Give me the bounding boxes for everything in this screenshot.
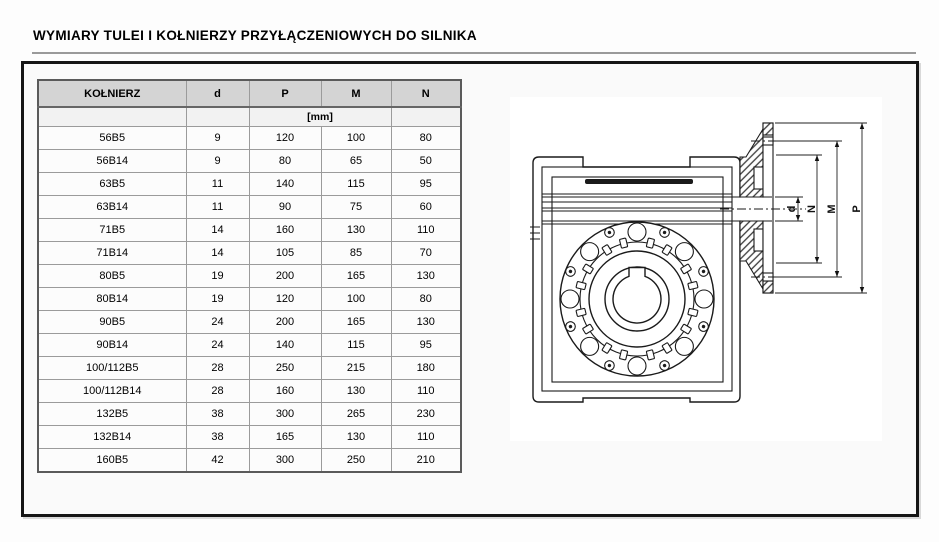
- cell-p: 105: [249, 242, 321, 265]
- cell-m: 65: [321, 150, 391, 173]
- table-row: [38, 357, 461, 380]
- cell-m: 250: [321, 449, 391, 473]
- table-row: [38, 265, 461, 288]
- output-flange-face: [560, 222, 714, 376]
- table-row: [38, 311, 461, 334]
- cell-m: 165: [321, 311, 391, 334]
- table-row: [38, 380, 461, 403]
- unit-cell-empty: [38, 107, 186, 127]
- cell-n: 60: [391, 196, 461, 219]
- table-row: [38, 150, 461, 173]
- cell-p: 160: [249, 219, 321, 242]
- table-row: [38, 334, 461, 357]
- table-unit-row: [38, 107, 461, 127]
- cell-p: 140: [249, 334, 321, 357]
- cell-kolnierz: 90B5: [38, 311, 186, 334]
- cell-p: 90: [249, 196, 321, 219]
- cell-p: 250: [249, 357, 321, 380]
- cell-p: 300: [249, 449, 321, 473]
- table-row: [38, 242, 461, 265]
- cell-d: 9: [186, 127, 249, 150]
- cell-kolnierz: 132B14: [38, 426, 186, 449]
- cell-m: 130: [321, 426, 391, 449]
- dim-label-d: d: [786, 205, 798, 213]
- cell-kolnierz: 71B5: [38, 219, 186, 242]
- cell-d: 9: [186, 150, 249, 173]
- unit-cell: [mm]: [249, 107, 391, 127]
- cell-p: 160: [249, 380, 321, 403]
- cell-d: 19: [186, 288, 249, 311]
- cell-kolnierz: 56B14: [38, 150, 186, 173]
- cell-n: 130: [391, 265, 461, 288]
- cell-d: 42: [186, 449, 249, 473]
- oil-slot: [585, 179, 693, 184]
- cell-kolnierz: 63B14: [38, 196, 186, 219]
- table-header-row: [38, 80, 461, 107]
- cell-d: 11: [186, 173, 249, 196]
- cell-d: 11: [186, 196, 249, 219]
- cell-d: 38: [186, 403, 249, 426]
- cell-m: 75: [321, 196, 391, 219]
- dim-label-n: N: [806, 205, 818, 213]
- cell-n: 180: [391, 357, 461, 380]
- cell-d: 14: [186, 242, 249, 265]
- cell-d: 14: [186, 219, 249, 242]
- cell-m: 215: [321, 357, 391, 380]
- cell-p: 300: [249, 403, 321, 426]
- col-header-kolnierz: KOŁNIERZ: [38, 80, 186, 107]
- cell-m: 130: [321, 219, 391, 242]
- cell-n: 110: [391, 380, 461, 403]
- unit-cell-empty: [186, 107, 249, 127]
- unit-cell-empty: [391, 107, 461, 127]
- table-row: [38, 219, 461, 242]
- cell-n: 95: [391, 173, 461, 196]
- cell-n: 95: [391, 334, 461, 357]
- cell-kolnierz: 80B5: [38, 265, 186, 288]
- cell-n: 70: [391, 242, 461, 265]
- cell-n: 80: [391, 288, 461, 311]
- cell-d: 19: [186, 265, 249, 288]
- cell-kolnierz: 100/112B14: [38, 380, 186, 403]
- cell-p: 200: [249, 265, 321, 288]
- cell-p: 120: [249, 127, 321, 150]
- cell-m: 100: [321, 288, 391, 311]
- cell-m: 265: [321, 403, 391, 426]
- cell-p: 140: [249, 173, 321, 196]
- cell-kolnierz: 160B5: [38, 449, 186, 473]
- dim-label-m: M: [826, 204, 838, 214]
- cell-d: 24: [186, 311, 249, 334]
- cell-d: 28: [186, 357, 249, 380]
- dimension-lines: [775, 123, 867, 293]
- cell-kolnierz: 71B14: [38, 242, 186, 265]
- cell-n: 230: [391, 403, 461, 426]
- cell-m: 165: [321, 265, 391, 288]
- page-title: WYMIARY TULEI I KOŁNIERZY PRZYŁĄCZENIOWYCH DO SILNIKA: [33, 28, 477, 43]
- cell-d: 28: [186, 380, 249, 403]
- col-header-n: N: [391, 80, 461, 107]
- table-row: [38, 173, 461, 196]
- title-divider: [32, 52, 916, 54]
- cell-kolnierz: 63B5: [38, 173, 186, 196]
- cell-m: 85: [321, 242, 391, 265]
- col-header-m: M: [321, 80, 391, 107]
- content-frame: [21, 61, 919, 517]
- table-row: [38, 127, 461, 150]
- cell-p: 80: [249, 150, 321, 173]
- cell-n: 110: [391, 219, 461, 242]
- col-header-d: d: [186, 80, 249, 107]
- table-row: [38, 449, 461, 473]
- dim-label-p: P: [851, 205, 863, 213]
- cell-d: 38: [186, 426, 249, 449]
- cell-p: 120: [249, 288, 321, 311]
- table-row: [38, 196, 461, 219]
- table-row: [38, 426, 461, 449]
- col-header-p: P: [249, 80, 321, 107]
- cell-p: 165: [249, 426, 321, 449]
- cell-n: 130: [391, 311, 461, 334]
- cell-kolnierz: 90B14: [38, 334, 186, 357]
- cell-p: 200: [249, 311, 321, 334]
- cell-kolnierz: 100/112B5: [38, 357, 186, 380]
- table-row: [38, 288, 461, 311]
- cell-n: 80: [391, 127, 461, 150]
- table-row: [38, 403, 461, 426]
- cell-kolnierz: 56B5: [38, 127, 186, 150]
- technical-drawing: [510, 97, 882, 441]
- cell-m: 130: [321, 380, 391, 403]
- cell-kolnierz: 132B5: [38, 403, 186, 426]
- cell-n: 110: [391, 426, 461, 449]
- gearbox-drawing-svg: [510, 97, 882, 441]
- cell-m: 115: [321, 334, 391, 357]
- cell-m: 115: [321, 173, 391, 196]
- cell-n: 210: [391, 449, 461, 473]
- flange-dimensions-table: [37, 79, 462, 473]
- cell-n: 50: [391, 150, 461, 173]
- cell-kolnierz: 80B14: [38, 288, 186, 311]
- cell-d: 24: [186, 334, 249, 357]
- cell-m: 100: [321, 127, 391, 150]
